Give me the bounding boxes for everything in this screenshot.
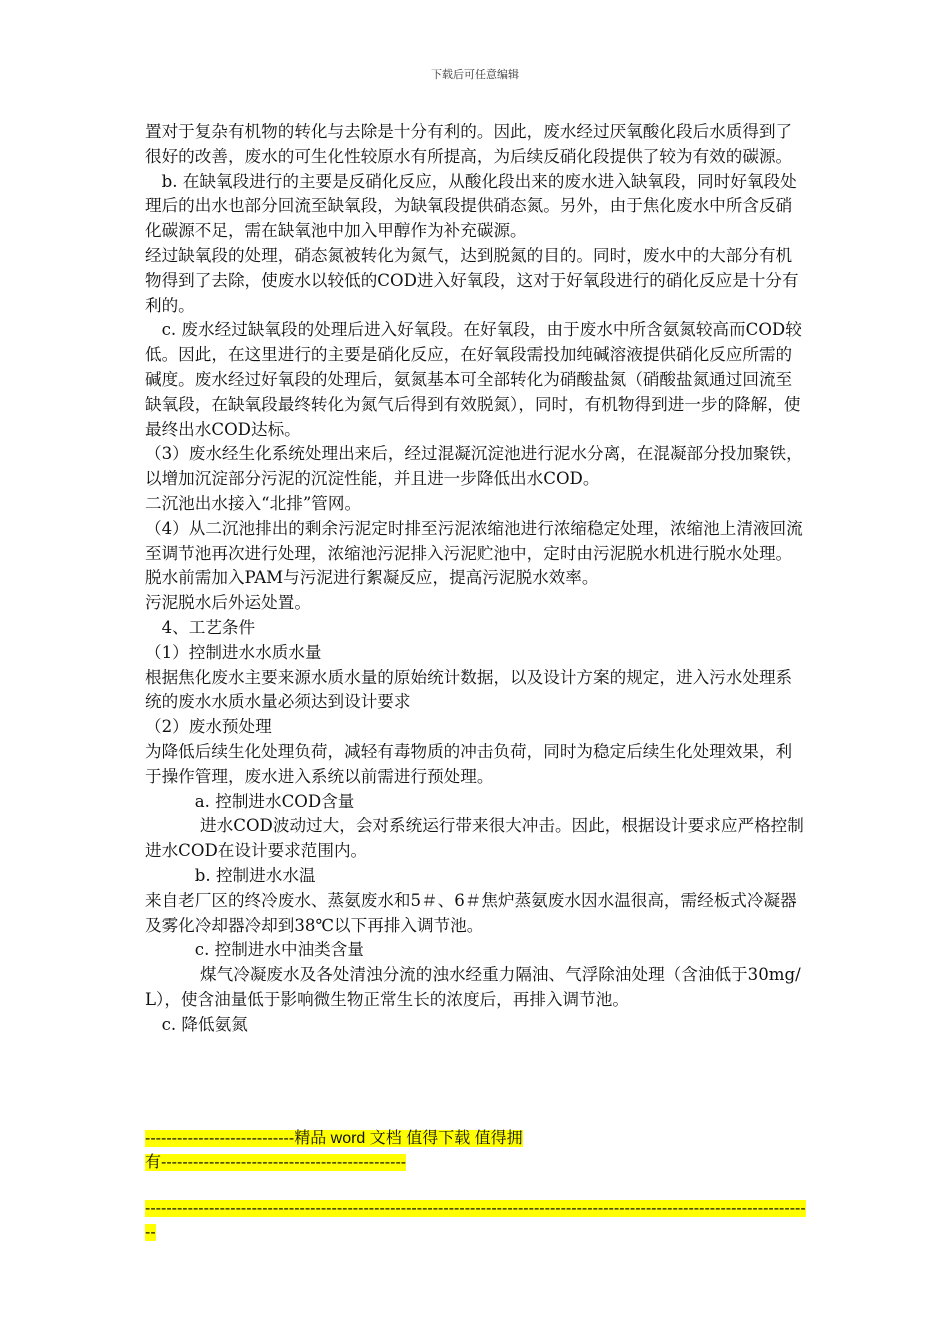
subsection-heading: （1）控制进水水质水量 xyxy=(145,642,322,662)
paragraph: 进水COD波动过大，会对系统运行带来很大冲击。因此，根据设计要求应严格控制进水COD在设计要求范围内。 xyxy=(145,816,804,861)
section-heading: 4、工艺条件 xyxy=(145,617,256,637)
paragraph: 来自老厂区的终冷废水、蒸氨废水和5＃、6＃焦炉蒸氨废水因水温很高，需经板式冷凝器及雾化冷却器冷却到38℃以下再排入调节池。 xyxy=(145,890,797,935)
paragraph: 二沉池出水接入“北排”管网。 xyxy=(145,493,362,513)
paragraph: （4）从二沉池排出的剩余污泥定时排至污泥浓缩池进行浓缩稳定处理，浓缩池上清液回流至调节池再次进行处理，浓缩池污泥排入污泥贮池中，定时由污泥脱水机进行脱水处理。脱水前需加入PAM与污泥进行絮凝反应，提高污泥脱水效率。 xyxy=(145,518,803,588)
page-header: 下载后可任意编辑 xyxy=(431,68,519,81)
paragraph: c. 废水经过缺氧段的处理后进入好氧段。在好氧段，由于废水中所含氨氮较高而COD较低。因此，在这里进行的主要是硝化反应，在好氧段需投加纯碱溶液提供硝化反应所需的碱度。废水经过好氧段的处理后，氨氮基本可全部转化为硝酸盐氮（硝酸盐氮通过回流至缺氧段，在缺氧段最终转化为氮气后得到有效脱氮），同时，有机物得到进一步的降解，使最终出水COD达标。 xyxy=(145,320,802,439)
paragraph: b. 在缺氧段进行的主要是反硝化反应，从酸化段出来的废水进入缺氧段，同时好氧段处理后的出水也部分回流至缺氧段，为缺氧段提供硝态氮。另外，由于焦化废水中所含反硝化碳源不足，需在缺氧池中加入甲醇作为补充碳源。 xyxy=(145,171,797,241)
paragraph: 经过缺氧段的处理，硝态氮被转化为氮气，达到脱氮的目的。同时，废水中的大部分有机物得到了去除，使废水以较低的COD进入好氧段，这对于好氧段进行的硝化反应是十分有利的。 xyxy=(145,245,799,315)
paragraph: 煤气冷凝废水及各处清浊分流的浊水经重力隔油、气浮除油处理（含油低于30mg/L），使含油量低于影响微生物正常生长的浓度后，再排入调节池。 xyxy=(145,965,801,1009)
item-heading: c. 降低氨氮 xyxy=(145,1014,248,1034)
paragraph: 置对于复杂有机物的转化与去除是十分有利的。因此，废水经过厌氧酸化段后水质得到了很好的改善，废水的可生化性较原水有所提高，为后续反硝化段提供了较为有效的碳源。 xyxy=(145,122,793,166)
promo-line: 有---------------------------------------------- xyxy=(145,1154,407,1171)
promo-footer xyxy=(145,1127,807,1245)
promo-line: ----------------------------精品 word 文档 值得下载 值得拥 xyxy=(145,1130,523,1147)
document-body xyxy=(145,120,807,1037)
paragraph: 污泥脱水后外运处置。 xyxy=(145,593,311,613)
item-heading: b. 控制进水水温 xyxy=(145,865,316,885)
paragraph: 根据焦化废水主要来源水质水量的原始统计数据，以及设计方案的规定，进入污水处理系统的废水水质水量必须达到设计要求 xyxy=(145,667,793,712)
item-heading: a. 控制进水COD含量 xyxy=(145,791,355,811)
paragraph: 为降低后续生化处理负荷，减轻有毒物质的冲击负荷，同时为稳定后续生化处理效果，利于操作管理，废水进入系统以前需进行预处理。 xyxy=(145,741,793,786)
item-heading: c. 控制进水中油类含量 xyxy=(145,940,364,960)
promo-divider: ------------------------------------------------------------------------------------------------------------------------------ xyxy=(145,1200,806,1241)
subsection-heading: （2）废水预处理 xyxy=(145,717,272,737)
paragraph: （3）废水经生化系统处理出来后，经过混凝沉淀池进行泥水分离，在混凝部分投加聚铁，以增加沉淀部分污泥的沉淀性能，并且进一步降低出水COD。 xyxy=(145,444,803,489)
